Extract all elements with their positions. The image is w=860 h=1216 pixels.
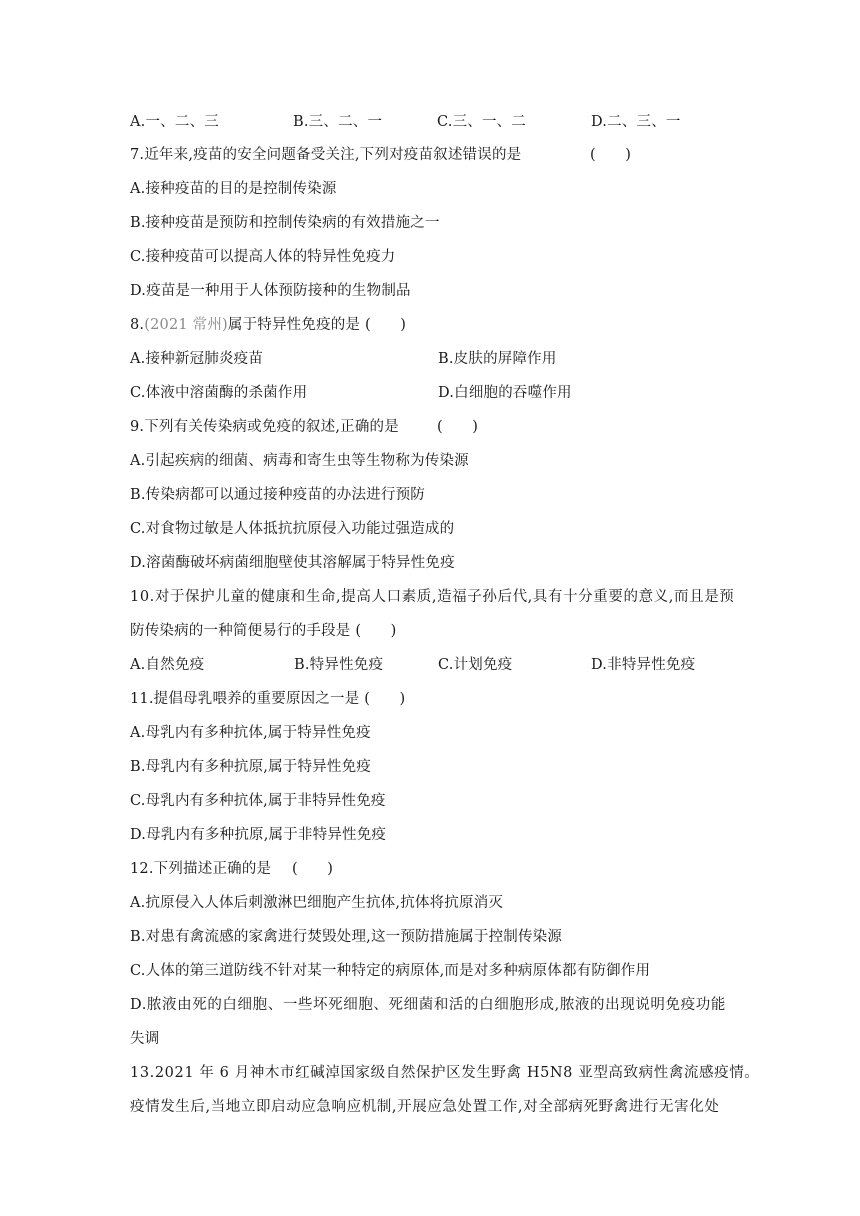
- q11-answer-paren: ( ): [364, 691, 406, 707]
- q9-option-a: A.引起疾病的细菌、病毒和寄生虫等生物称为传染源: [130, 453, 469, 469]
- q11-option-c: C.母乳内有多种抗体,属于非特异性免疫: [130, 793, 386, 809]
- q10-option-d: D.非特异性免疫: [591, 657, 696, 673]
- q6-option-d: D.二、三、一: [591, 114, 681, 130]
- q12-option-d-continued: 失调: [130, 1031, 160, 1047]
- q11-option-a: A.母乳内有多种抗体,属于特异性免疫: [130, 725, 371, 741]
- q7-stem: 7.近年来,疫苗的安全问题备受关注,下列对疫苗叙述错误的是: [130, 147, 522, 163]
- q9-option-d: D.溶菌酶破坏病菌细胞壁使其溶解属于特异性免疫: [130, 555, 455, 571]
- q9-stem: 9.下列有关传染病或免疫的叙述,正确的是: [130, 419, 399, 435]
- q8-answer-paren: ( ): [365, 317, 407, 333]
- q9-option-c: C.对食物过敏是人体抵抗抗原侵入功能过强造成的: [130, 521, 455, 537]
- q12-option-a: A.抗原侵入人体后刺激淋巴细胞产生抗体,抗体将抗原消灭: [130, 895, 504, 911]
- q10-answer-paren: ( ): [355, 623, 397, 639]
- q11-stem-row: [130, 689, 405, 709]
- q12-option-d: D.脓液由死的白细胞、一些坏死细胞、死细菌和活的白细胞形成,脓液的出现说明免疫功能: [130, 997, 726, 1013]
- q10-option-c: C.计划免疫: [438, 657, 513, 673]
- q10-stem-line1: 10.对于保护儿童的健康和生命,提高人口素质,造福子孙后代,具有十分重要的意义,而且是预: [130, 589, 735, 605]
- q7-option-d: D.疫苗是一种用于人体预防接种的生物制品: [130, 283, 411, 299]
- q11-option-b: B.母乳内有多种抗原,属于特异性免疫: [130, 759, 371, 775]
- q10-option-b: B.特异性免疫: [294, 657, 384, 673]
- q13-stem-line1: 13.2021 年 6 月神木市红碱淖国家级自然保护区发生野禽 H5N8 亚型高致病性禽流感疫情。: [130, 1065, 760, 1081]
- q6-option-b: B.三、二、一: [293, 114, 383, 130]
- q12-stem-row: [130, 859, 334, 879]
- q8-stem: 属于特异性免疫的是: [227, 317, 361, 333]
- q8-stem-row: [130, 315, 406, 335]
- q7-option-c: C.接种疫苗可以提高人体的特异性免疫力: [130, 249, 396, 265]
- q8-source: (2021 常州): [144, 317, 228, 333]
- q9-option-b: B.传染病都可以通过接种疫苗的办法进行预防: [130, 487, 425, 503]
- q7-option-a: A.接种疫苗的目的是控制传染源: [130, 181, 337, 197]
- q10-stem-line2: 防传染病的一种简便易行的手段是: [130, 623, 351, 639]
- q12-option-b: B.对患有禽流感的家禽进行焚毁处理,这一预防措施属于控制传染源: [130, 929, 563, 945]
- q12-option-c: C.人体的第三道防线不针对某一种特定的病原体,而是对多种病原体都有防御作用: [130, 963, 651, 979]
- q13-stem-line2: 疫情发生后,当地立即启动应急响应机制,开展应急处置工作,对全部病死野禽进行无害化处: [130, 1099, 720, 1115]
- q8-option-d: D.白细胞的吞噬作用: [438, 385, 572, 401]
- q6-option-a: A.一、二、三: [130, 114, 219, 130]
- q12-stem: 12.下列描述正确的是: [130, 861, 272, 877]
- q8-option-c: C.体液中溶菌酶的杀菌作用: [130, 385, 308, 401]
- q8-number: 8.: [130, 317, 145, 333]
- q6-option-c: C.三、一、二: [437, 114, 527, 130]
- q12-answer-paren: ( ): [292, 861, 334, 877]
- q10-stem-line2-row: [130, 621, 396, 641]
- q7-answer-paren: ( ): [590, 147, 632, 163]
- q11-option-d: D.母乳内有多种抗原,属于非特异性免疫: [130, 827, 387, 843]
- q8-option-a: A.接种新冠肺炎疫苗: [130, 351, 264, 367]
- q8-option-b: B.皮肤的屏障作用: [438, 351, 557, 367]
- q10-option-a: A.自然免疫: [130, 657, 205, 673]
- q9-answer-paren: ( ): [437, 419, 479, 435]
- q11-stem: 11.提倡母乳喂养的重要原因之一是: [130, 691, 360, 707]
- q7-option-b: B.接种疫苗是预防和控制传染病的有效措施之一: [130, 215, 440, 231]
- q7-stem-row: [130, 145, 632, 165]
- q9-stem-row: [130, 417, 479, 437]
